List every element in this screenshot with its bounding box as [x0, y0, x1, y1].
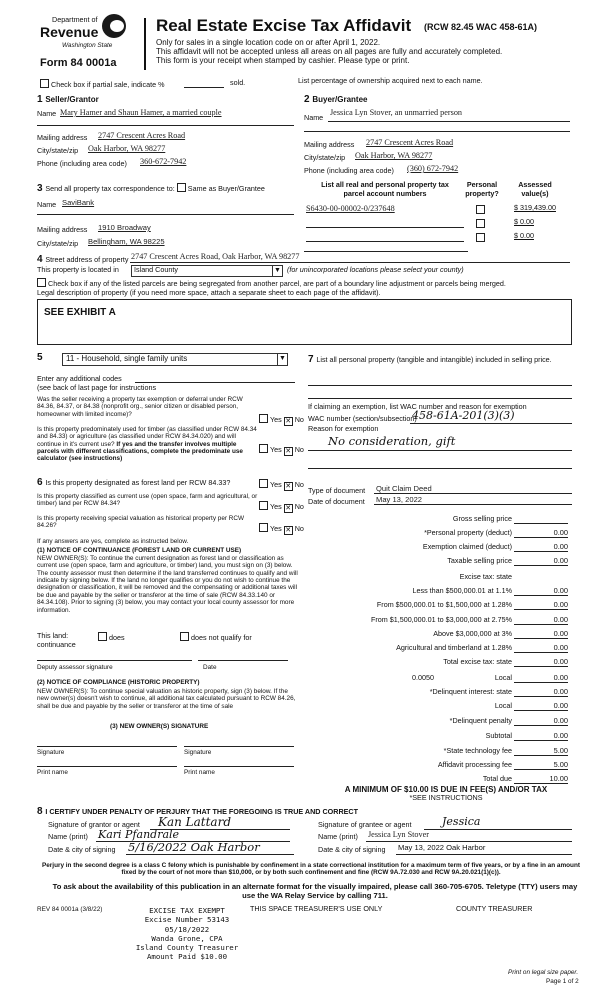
street-label: Street address of property	[45, 255, 129, 264]
reason-field[interactable]: No consideration, gift	[328, 434, 456, 448]
county-treasurer-label: COUNTY TREASURER	[456, 904, 533, 913]
fee-value[interactable]	[514, 514, 568, 524]
grantor-name-field[interactable]: Kari Pfandrale	[98, 828, 180, 841]
fee-row: Subtotal 0.00	[485, 731, 568, 740]
local-rate: 0.0050	[412, 673, 434, 682]
corr-mailing-label: Mailing address	[37, 225, 88, 234]
seller-phone-label: Phone (including area code)	[37, 159, 127, 168]
corr-mailing-field[interactable]: 1910 Broadway	[98, 223, 151, 232]
fee-value[interactable]: 0.00	[514, 600, 568, 610]
owner-print-label-1: Print name	[37, 769, 68, 776]
buyer-mailing-label: Mailing address	[304, 140, 355, 149]
doc-date-label: Date of document	[308, 497, 365, 506]
county-note: (for unincorporated locations please select your county)	[287, 265, 464, 274]
buyer-city-label: City/state/zip	[304, 153, 346, 162]
corr-name-line2	[37, 214, 294, 215]
fee-row: From $1,500,000.01 to $3,000,000 at 2.75% 0.00	[370, 615, 568, 624]
same-as-buyer-checkbox[interactable]	[177, 183, 186, 192]
minimum-note: A MINIMUM OF $10.00 IS DUE IN FEE(S) AND/OR TAX	[344, 785, 548, 794]
fee-row: Local 0.00	[494, 701, 568, 710]
seller-mailing-label: Mailing address	[37, 133, 88, 142]
buyer-phone-label: Phone (including area code)	[304, 166, 394, 175]
grantee-signature[interactable]: Jessica	[442, 815, 481, 828]
fee-row: Exemption claimed (deduct) 0.00	[422, 542, 568, 551]
stamp-line: Wanda Grone, CPA	[151, 933, 223, 943]
reason-label: Reason for exemption	[308, 424, 379, 433]
fee-row: *Delinquent penalty 0.00	[449, 716, 568, 725]
alternate-format-note: To ask about the availability of this publication in an alternate format for the visually impaired, please call 360-705-6705. Teletype (TTY) users may use the WA Relay Service by calling 711.	[52, 882, 578, 901]
segregated-text: Check box if any of the listed parcels are being segregated from another parcel, are part of a boundary line adjustment or parcels being merged.	[48, 279, 506, 288]
parcels-col1-header: List all real and personal property tax parcel account numbers	[321, 180, 449, 198]
form-rcw: (RCW 82.45 WAC 458-61A)	[424, 22, 538, 32]
does-not-checkbox[interactable]	[180, 632, 189, 641]
fee-value[interactable]: 0.00	[514, 716, 568, 726]
grantor-date-line	[126, 854, 294, 855]
legal-paper-note: Print on legal size paper.	[508, 969, 579, 976]
exemption-yes-checkbox[interactable]	[259, 414, 268, 423]
grantee-name-field[interactable]: Jessica Lyn Stover	[368, 830, 429, 839]
partial-sale-text: Check box if partial sale, indicate %	[51, 80, 165, 89]
exemption-question: Was the seller receiving a property tax exemption or deferral under RCW 84.36, 84.37, or 84.38 (nonprofit org., senior citizen or disabled person, homeowner with limited income)?	[37, 396, 243, 418]
stamp-line: Island County Treasurer	[135, 943, 239, 952]
buyer-phone-field[interactable]: (360) 672-7942	[407, 164, 459, 173]
use-code-value: 11 - Household, single family units	[66, 354, 188, 363]
county-select[interactable]	[131, 265, 283, 277]
header-sub1: Only for sales in a single location code on or after April 1, 2022.	[156, 38, 381, 47]
owner-signature-line-1[interactable]	[37, 746, 177, 747]
buyer-heading: 2 Buyer/Grantee	[304, 94, 368, 105]
fee-value[interactable]: 0.00	[514, 528, 568, 538]
header-sub3: This form is your receipt when stamped by cashier. Please type or print.	[156, 56, 410, 65]
corr-city-field[interactable]: Bellingham, WA 98225	[88, 237, 165, 246]
seller-city-field[interactable]: Oak Harbor, WA 98277	[88, 144, 166, 153]
fee-row: *Personal property (deduct) 0.00	[424, 528, 568, 537]
forest-no-checkbox[interactable]: ✕	[285, 483, 292, 490]
fee-value[interactable]: 0.00	[514, 673, 568, 683]
buyer-mailing-field[interactable]: 2747 Crescent Acres Road	[366, 138, 454, 147]
seller-name-field[interactable]: Mary Hamer and Shaun Hamer, a married couple	[60, 108, 222, 117]
wac-field[interactable]: 458-61A-201(3)(3)	[412, 409, 515, 422]
timber-yes-no: Yes ✕ No	[259, 444, 304, 456]
street-address-row: 4 Street address of property	[37, 254, 129, 265]
personal-property-checkbox[interactable]	[476, 205, 485, 214]
doc-type-label: Type of document	[308, 486, 366, 495]
stamp-line: Amount Paid $10.00	[146, 952, 228, 962]
wac-line	[410, 423, 572, 424]
form-number: Form 84 0001a	[40, 57, 117, 69]
seller-name-label: Name	[37, 109, 57, 118]
fee-value[interactable]: 0.00	[514, 687, 568, 697]
grantor-sig-label: Signature of grantor or agent	[48, 820, 140, 829]
county-select-value: Island County	[134, 265, 178, 274]
doc-date-field[interactable]: May 13, 2022	[376, 495, 423, 504]
assessed-value-field[interactable]: $ 319,439.00	[514, 203, 556, 212]
personal-property-line-1[interactable]	[308, 385, 572, 386]
form-title: Real Estate Excise Tax Affidavit	[156, 16, 412, 35]
seller-mailing-field[interactable]: 2747 Crescent Acres Road	[98, 131, 186, 140]
wac-label: WAC number (section/subsection)	[308, 414, 417, 423]
owner-signature-label-1: Signature	[37, 749, 65, 756]
corr-name-field[interactable]: SaviBank	[62, 198, 95, 207]
doc-date-line	[374, 504, 572, 505]
forest-yes-checkbox[interactable]	[259, 479, 268, 488]
partial-sale-row	[40, 79, 164, 90]
fee-value[interactable]: 0.00	[514, 643, 568, 653]
buyer-name-line	[328, 121, 570, 122]
notice2-title: (2) NOTICE OF COMPLIANCE (HISTORIC PROPERTY)	[37, 679, 200, 686]
grantor-date-label: Date & city of signing	[48, 845, 116, 854]
does-not-option: does not qualify for	[180, 632, 252, 643]
legal-description-box[interactable]	[37, 299, 572, 345]
additional-codes-note: (see back of last page for instructions	[37, 383, 157, 392]
fee-row: Taxable selling price 0.00	[447, 556, 568, 565]
ownership-note: List percentage of ownership acquired next to each name.	[298, 76, 483, 85]
grantee-date-field[interactable]: May 13, 2022 Oak Harbor	[398, 843, 486, 852]
notice1-body: NEW OWNER(S): To continue the current designation as forest land or classification as current use (open space, farm and agriculture, or timber) land, you must sign on (3) below. The county assessor must then determine if the land transferred continues to qualify and will indicate by signing below. If the land no longer qualifies or you do not wish to continue the designation or classification, it will be removed and the compensating or additional taxes will be due and payable by the seller or transferor at the time of sale (RCW 84.33.140 or 84.34.108). Prior to signing (3) below, you may contact your local county assessor for more information.	[37, 555, 298, 614]
notice2-body: NEW OWNER(S): To continue special valuation as historic property, sign (3) below. If the new owner(s) doesn't wish to continue, all additional tax calculated pursuant to RCW 84.26, shall be due and payable by the seller or transferor at the time of sale	[37, 688, 296, 710]
fee-row: From $500,000.01 to $1,500,000 at 1.28% 0.00	[376, 600, 568, 609]
forest-question: 6 Is this property designated as forest land per RCW 84.33?	[37, 477, 231, 488]
owner-print-line-1[interactable]	[37, 766, 177, 767]
logo-swirl-icon	[102, 14, 126, 38]
continuance-label: continuance	[37, 640, 76, 649]
logo-dept-line3: Washington State	[62, 42, 113, 49]
fee-row: Less than $500,000.01 at 1.1% 0.00	[412, 586, 568, 595]
chevron-down-icon: ▼	[272, 266, 282, 276]
does-checkbox[interactable]	[98, 632, 107, 641]
use-code-select[interactable]	[62, 353, 288, 366]
grantor-name-label: Name (print)	[48, 832, 88, 841]
treasurer-use-label: THIS SPACE TREASURER'S USE ONLY	[250, 904, 383, 913]
fee-row: *State technology fee 5.00	[443, 746, 568, 755]
correspondence-heading-row: 3 Send all property tax correspondence to: Same as Buyer/Grantee	[37, 183, 265, 194]
grantee-sig-label: Signature of grantee or agent	[318, 820, 412, 829]
header-divider	[144, 18, 146, 70]
buyer-name-line2	[304, 131, 570, 132]
see-instructions-note: *SEE INSTRUCTIONS	[409, 793, 483, 802]
forest-yes-no: Yes ✕ No	[259, 479, 304, 491]
section5-number: 5	[37, 352, 43, 363]
buyer-name-label: Name	[304, 113, 324, 122]
fee-value[interactable]: 0.00	[514, 615, 568, 625]
legal-description-text: SEE EXHIBIT A	[44, 307, 116, 318]
fee-value[interactable]: 0.00	[514, 542, 568, 552]
seller-city-label: City/state/zip	[37, 146, 79, 155]
fee-value[interactable]: 0.00	[514, 657, 568, 667]
legal-desc-label: Legal description of property (if you need more space, attach a separate sheet to each page of the affidavit).	[37, 288, 381, 297]
parcel-row	[304, 218, 572, 229]
fee-row: Local 0.00	[494, 673, 568, 682]
fee-value[interactable]: 0.00	[514, 629, 568, 639]
partial-percent-field[interactable]	[184, 87, 224, 88]
header-sub2: This affidavit will not be accepted unless all areas on all pages are fully and accurately completed.	[156, 47, 503, 56]
corr-name-label: Name	[37, 200, 57, 209]
certify-heading: 8 I CERTIFY UNDER PENALTY OF PERJURY THAT THE FOREGOING IS TRUE AND CORRECT	[37, 806, 359, 817]
parcels-col2-header: Personal property?	[465, 180, 499, 198]
fee-value[interactable]: 0.00	[514, 701, 568, 711]
seller-phone-field[interactable]: 360-672-7942	[140, 157, 187, 166]
fee-value[interactable]: 0.00	[514, 586, 568, 596]
partial-sold-label: sold.	[230, 78, 246, 87]
buyer-name-field[interactable]: Jessica Lyn Stover, an unmarried person	[330, 108, 463, 117]
grantee-sig-line	[424, 829, 572, 830]
fee-row: Total due 10.00	[482, 774, 568, 783]
assessed-value-field[interactable]: $ 0.00	[514, 231, 534, 240]
parcel-row	[304, 204, 572, 215]
logo-dept-line2: Revenue	[40, 24, 99, 40]
exemption-note: If claiming an exemption, list WAC number and reason for exemption	[308, 402, 527, 411]
deputy-signature-line[interactable]	[37, 660, 192, 661]
dor-logo	[40, 14, 132, 56]
grantee-date-label: Date & city of signing	[318, 845, 386, 854]
stamp-line: EXCISE TAX EXEMPT	[149, 906, 225, 915]
parcel-number-field[interactable]	[306, 241, 464, 242]
fee-value[interactable]: 0.00	[514, 556, 568, 566]
fee-value[interactable]: 10.00	[514, 774, 568, 784]
assessed-value-field[interactable]: $ 0.00	[514, 217, 534, 226]
deputy-signature-label: Deputy assessor signature	[37, 664, 113, 671]
fee-value[interactable]: 0.00	[514, 731, 568, 741]
historic-yes-no: Yes ✕ No	[259, 523, 304, 535]
current-use-yes-no: Yes ✕ No	[259, 501, 304, 513]
fee-row: Agricultural and timberland at 1.28% 0.00	[396, 643, 568, 652]
corr-city-label: City/state/zip	[37, 239, 79, 248]
owner-print-line-2[interactable]	[184, 766, 294, 767]
current-use-question: Is this property classified as current use (open space, farm and agricultural, or timber) land per RCW 84.34?	[37, 493, 258, 508]
stamp-line: 05/18/2022	[164, 924, 210, 934]
doc-type-field[interactable]: Quit Claim Deed	[376, 484, 432, 493]
perjury-statement: Perjury in the second degree is a class C felony which is punishable by confinement in a state correctional institution for a maximum term of five years, or by a fine in an amount fixed by the court of not more than $10,000, or by both such confinement and fine (RCW 9A.72.030 and RCW 9A.20.021(1)(c)).	[41, 862, 580, 877]
reason-line-1	[308, 450, 572, 451]
grantor-date-field[interactable]: 5/16/2022 Oak Harbor	[128, 840, 260, 854]
exemption-yes-no: Yes ✕ No	[259, 414, 304, 426]
personal-property-checkbox[interactable]	[476, 233, 485, 242]
stamp-line: Excise Number 53143	[144, 915, 230, 925]
additional-codes-field[interactable]	[135, 382, 295, 383]
located-label: This property is located in	[37, 265, 119, 274]
does-option: does	[98, 632, 125, 643]
logo-dept-line1: Department of	[52, 15, 98, 24]
deputy-date-label: Date	[203, 664, 217, 671]
fee-row: *Delinquent interest: state 0.00	[429, 687, 568, 696]
grantee-name-line	[366, 841, 572, 842]
parcels-blank-line	[304, 251, 468, 252]
fee-row: Above $3,000,000 at 3% 0.00	[433, 629, 568, 638]
fee-row: Gross selling price	[308, 514, 570, 524]
owner-signature-label-2: Signature	[184, 749, 212, 756]
fee-value[interactable]: 5.00	[514, 760, 568, 770]
timber-question: Is this property predominately used for timber (as classified under RCW 84.34 and 84.33) or agriculture (as classified under RCW 84.34.020) and will continue in it's current use? If yes and the transfer involves multiple parcels with different classifications, complete the predominate use calculator (see instructions)	[37, 426, 257, 463]
current-use-yes-checkbox[interactable]	[259, 501, 268, 510]
seller-heading: 1 Seller/Grantor	[37, 94, 99, 105]
exemption-no-checkbox[interactable]: ✕	[285, 418, 292, 425]
page-number: Page 1 of 2	[546, 978, 579, 985]
parcels-col3-header: Assessed value(s)	[518, 180, 552, 198]
grantor-signature[interactable]: Kan Lattard	[158, 815, 232, 829]
parcel-number-field[interactable]	[306, 227, 464, 228]
reason-line-2	[308, 468, 572, 469]
grantee-name-label: Name (print)	[318, 832, 358, 841]
historic-no-checkbox[interactable]: ✕	[285, 527, 292, 534]
personal-property-heading: 7 List all personal property (tangible and intangible) included in selling price.	[308, 354, 552, 365]
street-address-line	[130, 262, 570, 263]
seller-name-line2	[37, 125, 294, 126]
revision-code: REV 84 0001a (3/8/22)	[37, 906, 103, 913]
same-as-buyer-label: Same as Buyer/Grantee	[187, 184, 265, 193]
this-land-label: This land:	[37, 631, 69, 640]
personal-property-checkbox[interactable]	[476, 219, 485, 228]
street-address-field[interactable]: 2747 Crescent Acres Road, Oak Harbor, WA 98277	[131, 252, 300, 261]
current-use-no-checkbox[interactable]: ✕	[285, 505, 292, 512]
segregated-checkbox[interactable]	[37, 278, 46, 287]
correspondence-heading: Send all property tax correspondence to:	[45, 184, 175, 193]
buyer-city-field[interactable]: Oak Harbor, WA 98277	[355, 151, 433, 160]
owner-print-label-2: Print name	[184, 769, 215, 776]
owner-signature-line-2[interactable]	[184, 746, 294, 747]
parcel-row	[304, 232, 572, 243]
notice3-title: (3) NEW OWNER(S) SIGNATURE	[110, 723, 209, 730]
treasurer-stamp	[112, 906, 262, 962]
additional-codes-label: Enter any additional codes	[37, 374, 122, 383]
doc-type-line	[374, 493, 572, 494]
fee-row: Affidavit processing fee 5.00	[437, 760, 568, 769]
fee-row: Total excise tax: state 0.00	[443, 657, 568, 666]
timber-no-checkbox[interactable]: ✕	[285, 448, 292, 455]
historic-question: Is this property receiving special valuation as historical property per RCW 84.26?	[37, 515, 245, 530]
parcel-number-field[interactable]: S6430-00-00002-0/237648	[306, 204, 395, 213]
chevron-down-icon: ▼	[277, 354, 287, 365]
historic-yes-checkbox[interactable]	[259, 523, 268, 532]
deputy-date-line[interactable]	[198, 660, 288, 661]
notice1-title: (1) NOTICE OF CONTINUANCE (FOREST LAND OR CURRENT USE)	[37, 547, 242, 554]
personal-property-line-2[interactable]	[308, 398, 572, 399]
fee-value[interactable]: 5.00	[514, 746, 568, 756]
grantee-date-line	[396, 854, 572, 855]
timber-yes-checkbox[interactable]	[259, 444, 268, 453]
answered-note: If any answers are yes, complete as instructed below.	[37, 538, 189, 545]
fee-row: Excise tax: state	[459, 572, 512, 581]
partial-sale-checkbox[interactable]	[40, 79, 49, 88]
